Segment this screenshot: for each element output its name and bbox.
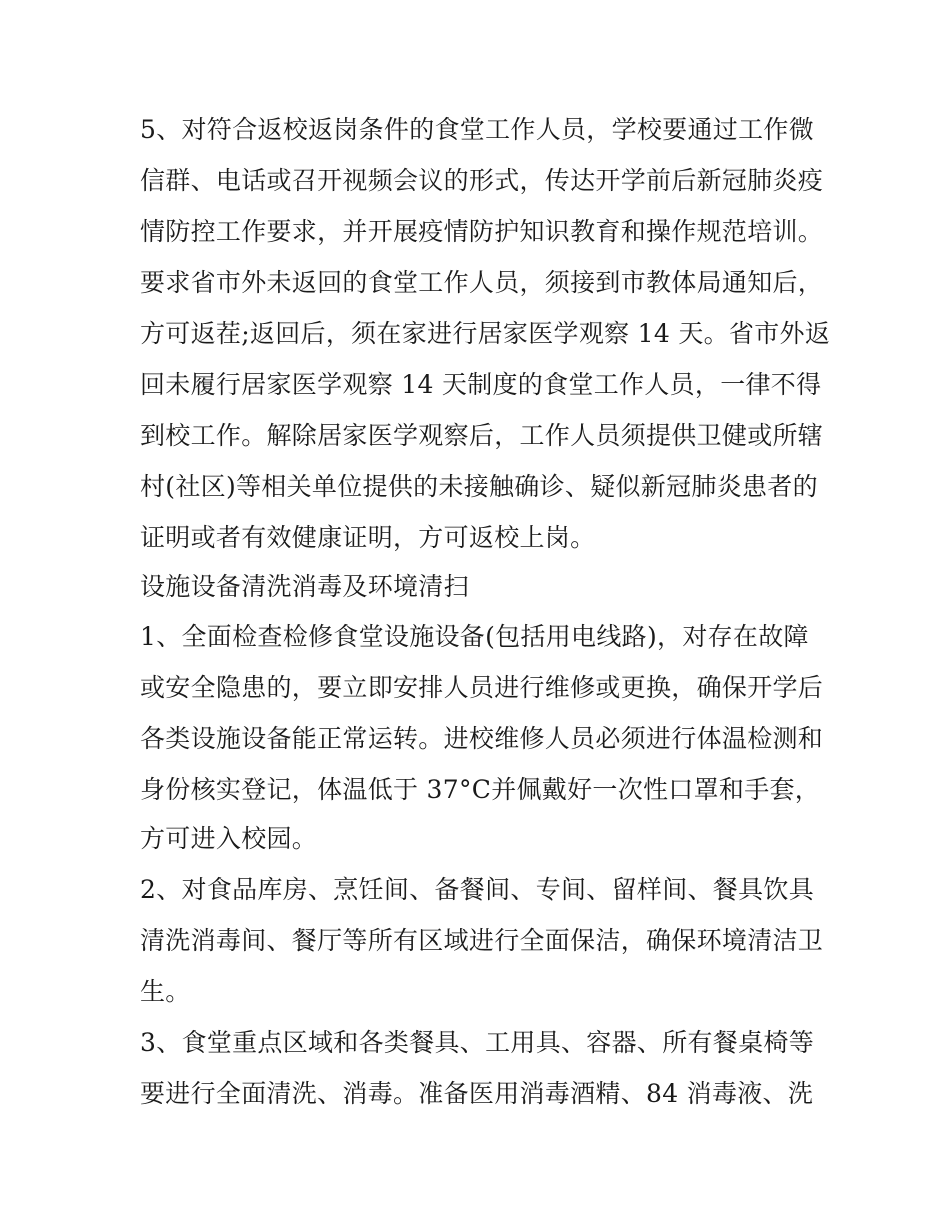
paragraph-line: 要求省市外未返回的食堂工作人员，须接到市教体局通知后， bbox=[140, 268, 824, 297]
paragraph-line: 信群、电话或召开视频会议的形式，传达开学前后新冠肺炎疫 bbox=[140, 166, 824, 195]
paragraph-line: 要进行全面清洗、消毒。准备医用消毒酒精、84 消毒液、洗 bbox=[140, 1079, 814, 1108]
paragraph-line: 方可进入校园。 bbox=[140, 824, 318, 853]
paragraph-line: 1、全面检查检修食堂设施设备(包括用电线路)，对存在故障 bbox=[140, 622, 809, 651]
paragraph-line: 或安全隐患的，要立即安排人员进行维修或更换，确保开学后 bbox=[140, 673, 824, 702]
paragraph-line: 生。 bbox=[140, 977, 191, 1006]
paragraph-line: 情防控工作要求，并开展疫情防护知识教育和操作规范培训。 bbox=[140, 217, 824, 246]
paragraph-line: 村(社区)等相关单位提供的未接触确诊、疑似新冠肺炎患者的 bbox=[140, 472, 818, 501]
paragraph-line: 回未履行居家医学观察 14 天制度的食堂工作人员，一律不得 bbox=[140, 370, 822, 399]
paragraph-line: 3、食堂重点区域和各类餐具、工用具、容器、所有餐桌椅等 bbox=[140, 1028, 815, 1057]
paragraph-line: 身份核实登记，体温低于 37°C并佩戴好一次性口罩和手套， bbox=[140, 775, 821, 804]
paragraph-line: 各类设施设备能正常运转。进校维修人员必须进行体温检测和 bbox=[140, 724, 824, 753]
paragraph-line: 证明或者有效健康证明，方可返校上岗。 bbox=[140, 523, 596, 552]
paragraph-line: 到校工作。解除居家医学观察后，工作人员须提供卫健或所辖 bbox=[140, 421, 824, 450]
paragraph-line: 清洗消毒间、餐厅等所有区域进行全面保洁，确保环境清洁卫 bbox=[140, 926, 824, 955]
paragraph-line: 方可返茬;返回后，须在家进行居家医学观察 14 天。省市外返 bbox=[140, 319, 831, 348]
paragraph-line: 5、对符合返校返岗条件的食堂工作人员，学校要通过工作微 bbox=[140, 115, 815, 144]
paragraph-line: 2、对食品库房、烹饪间、备餐间、专间、留样间、餐具饮具 bbox=[140, 875, 815, 904]
section-heading: 设施设备清洗消毒及环境清扫 bbox=[140, 572, 469, 601]
